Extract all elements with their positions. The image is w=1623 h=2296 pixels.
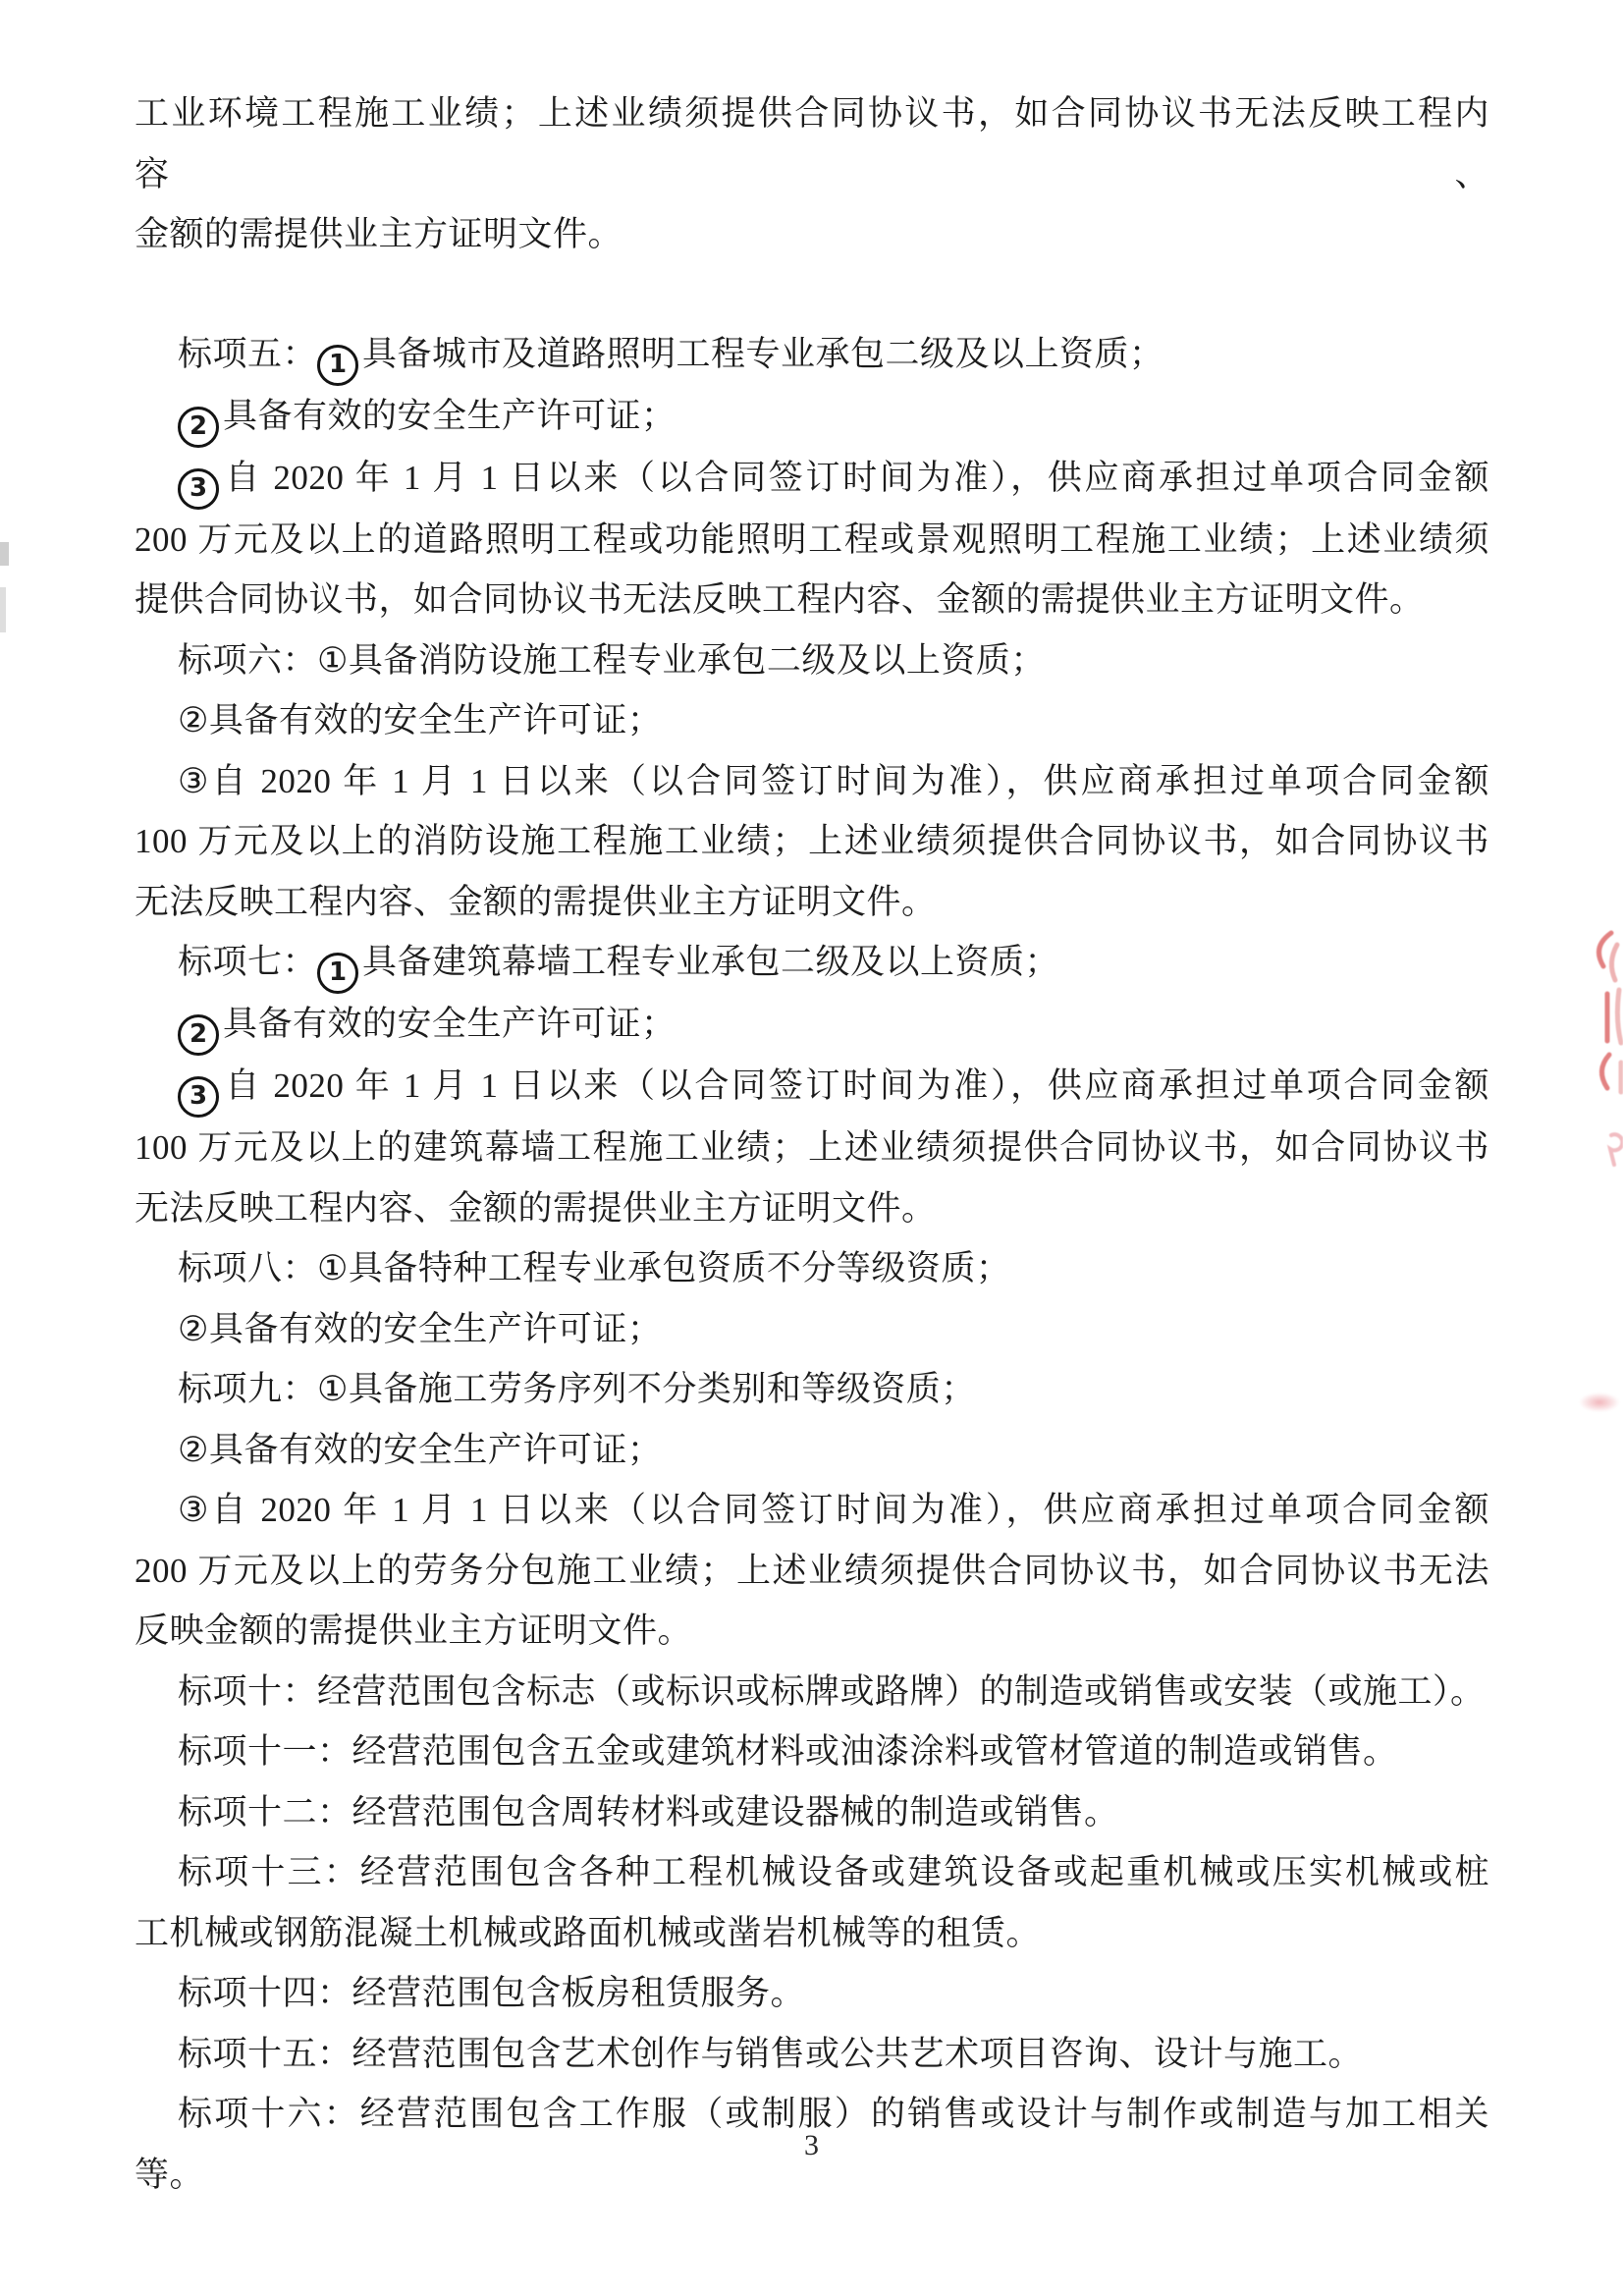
circled-number-marker: 1 xyxy=(317,953,358,994)
document-line xyxy=(135,1299,1489,1360)
document-body xyxy=(135,83,1489,2205)
document-line xyxy=(135,570,1489,630)
line-text: 标项十六：经营范围包含工作服（或制服）的销售或设计与制作或制造与加工相关 xyxy=(178,2095,1489,2133)
line-label: 标项七： xyxy=(178,943,318,981)
document-line xyxy=(135,510,1489,571)
line-text: 具备城市及道路照明工程专业承包二级及以上资质； xyxy=(362,334,1164,373)
line-text: 工业环境工程施工业绩；上述业绩须提供合同协议书，如合同协议书无法反映工程内容、 xyxy=(135,94,1489,193)
document-line xyxy=(135,1842,1489,1903)
line-text: ③自 2020 年 1 月 1 日以来（以合同签订时间为准），供应商承担过单项合同金额 xyxy=(178,1491,1489,1529)
line-text: 100 万元及以上的建筑幕墙工程施工业绩；上述业绩须提供合同协议书，如合同协议书 xyxy=(135,1128,1489,1167)
line-text: 等。 xyxy=(135,2155,205,2194)
line-text: 标项六：①具备消防设施工程专业承包二级及以上资质； xyxy=(178,640,1046,680)
line-text: 自 2020 年 1 月 1 日以来（以合同签订时间为准），供应商承担过单项合同金额 xyxy=(223,458,1489,497)
line-text: 标项九：①具备施工劳务序列不分类别和等级资质； xyxy=(178,1370,976,1408)
document-line xyxy=(135,83,1489,204)
document-line xyxy=(135,751,1489,812)
line-text: 具备有效的安全生产许可证； xyxy=(223,1005,676,1043)
document-line xyxy=(135,1782,1489,1843)
document-line xyxy=(135,1601,1489,1662)
document-line xyxy=(135,811,1489,872)
document-line xyxy=(135,1118,1489,1178)
circled-number-marker: 2 xyxy=(178,407,219,448)
document-line xyxy=(135,1359,1489,1420)
document-line xyxy=(135,1722,1489,1782)
page-number: 3 xyxy=(804,2129,819,2161)
line-text: 标项十一：经营范围包含五金或建筑材料或油漆涂料或管材管道的制造或销售。 xyxy=(178,1732,1398,1771)
line-text: 200 万元及以上的劳务分包施工业绩；上述业绩须提供合同协议书，如合同协议书无法 xyxy=(135,1551,1489,1590)
line-text: ②具备有效的安全生产许可证； xyxy=(178,1309,663,1348)
document-line xyxy=(135,2024,1489,2085)
document-line xyxy=(135,630,1489,691)
scan-edge-artifact xyxy=(0,542,9,566)
line-text: ③自 2020 年 1 月 1 日以来（以合同签订时间为准），供应商承担过单项合同金额 xyxy=(178,761,1489,800)
line-text: ②具备有效的安全生产许可证； xyxy=(178,701,663,739)
document-line xyxy=(135,1662,1489,1722)
document-line xyxy=(135,1903,1489,1964)
line-text: 标项十四：经营范围包含板房租赁服务。 xyxy=(178,1974,806,2012)
line-text: 标项八：①具备特种工程专业承包资质不分等级资质； xyxy=(178,1249,1011,1287)
line-text: ②具备有效的安全生产许可证； xyxy=(178,1430,663,1469)
document-line xyxy=(135,324,1489,386)
document-line xyxy=(135,448,1489,510)
document-line xyxy=(135,1541,1489,1602)
line-text: 提供合同协议书，如合同协议书无法反映工程内容、金额的需提供业主方证明文件。 xyxy=(135,580,1425,619)
document-line xyxy=(135,994,1489,1056)
document-line xyxy=(135,932,1489,994)
line-text: 金额的需提供业主方证明文件。 xyxy=(135,215,623,253)
circled-number-marker: 3 xyxy=(178,468,219,510)
line-label: 标项五： xyxy=(178,334,318,373)
line-text: 工机械或钢筋混凝土机械或路面机械或凿岩机械等的租赁。 xyxy=(135,1913,1042,1952)
line-text: 标项十：经营范围包含标志（或标识或标牌或路牌）的制造或销售或安装（或施工）。 xyxy=(178,1671,1486,1711)
document-line xyxy=(135,1238,1489,1299)
red-stamp-smudge xyxy=(1579,1393,1620,1412)
document-line xyxy=(135,872,1489,933)
line-text: 具备建筑幕墙工程专业承包二级及以上资质； xyxy=(362,943,1060,981)
document-line xyxy=(135,1056,1489,1118)
line-text: 反映金额的需提供业主方证明文件。 xyxy=(135,1612,693,1650)
line-text: 200 万元及以上的道路照明工程或功能照明工程或景观照明工程施工业绩；上述业绩须 xyxy=(135,519,1489,559)
document-line xyxy=(135,204,1489,265)
line-text: 自 2020 年 1 月 1 日以来（以合同签订时间为准），供应商承担过单项合同金额 xyxy=(223,1066,1489,1105)
document-line xyxy=(135,1420,1489,1481)
line-text: 标项十五：经营范围包含艺术创作与销售或公共艺术项目咨询、设计与施工。 xyxy=(178,2034,1364,2073)
circled-number-marker: 2 xyxy=(178,1014,219,1056)
document-line xyxy=(135,1963,1489,2024)
line-text: 标项十二：经营范围包含周转材料或建设器械的制造或销售。 xyxy=(178,1792,1119,1831)
circled-number-marker: 3 xyxy=(178,1076,219,1118)
line-text: 无法反映工程内容、金额的需提供业主方证明文件。 xyxy=(135,882,937,921)
document-line xyxy=(135,690,1489,751)
document-line xyxy=(135,386,1489,448)
red-stamp-fragment xyxy=(1582,925,1623,1190)
line-text: 无法反映工程内容、金额的需提供业主方证明文件。 xyxy=(135,1188,937,1228)
line-text: 100 万元及以上的消防设施工程施工业绩；上述业绩须提供合同协议书，如合同协议书 xyxy=(135,822,1489,860)
scan-edge-artifact xyxy=(0,587,6,632)
line-text: 具备有效的安全生产许可证； xyxy=(223,396,676,435)
circled-number-marker: 1 xyxy=(317,345,358,386)
document-line xyxy=(135,1480,1489,1541)
document-line xyxy=(135,1178,1489,1239)
line-text: 标项十三：经营范围包含各种工程机械设备或建筑设备或起重机械或压实机械或桩 xyxy=(178,1853,1489,1891)
